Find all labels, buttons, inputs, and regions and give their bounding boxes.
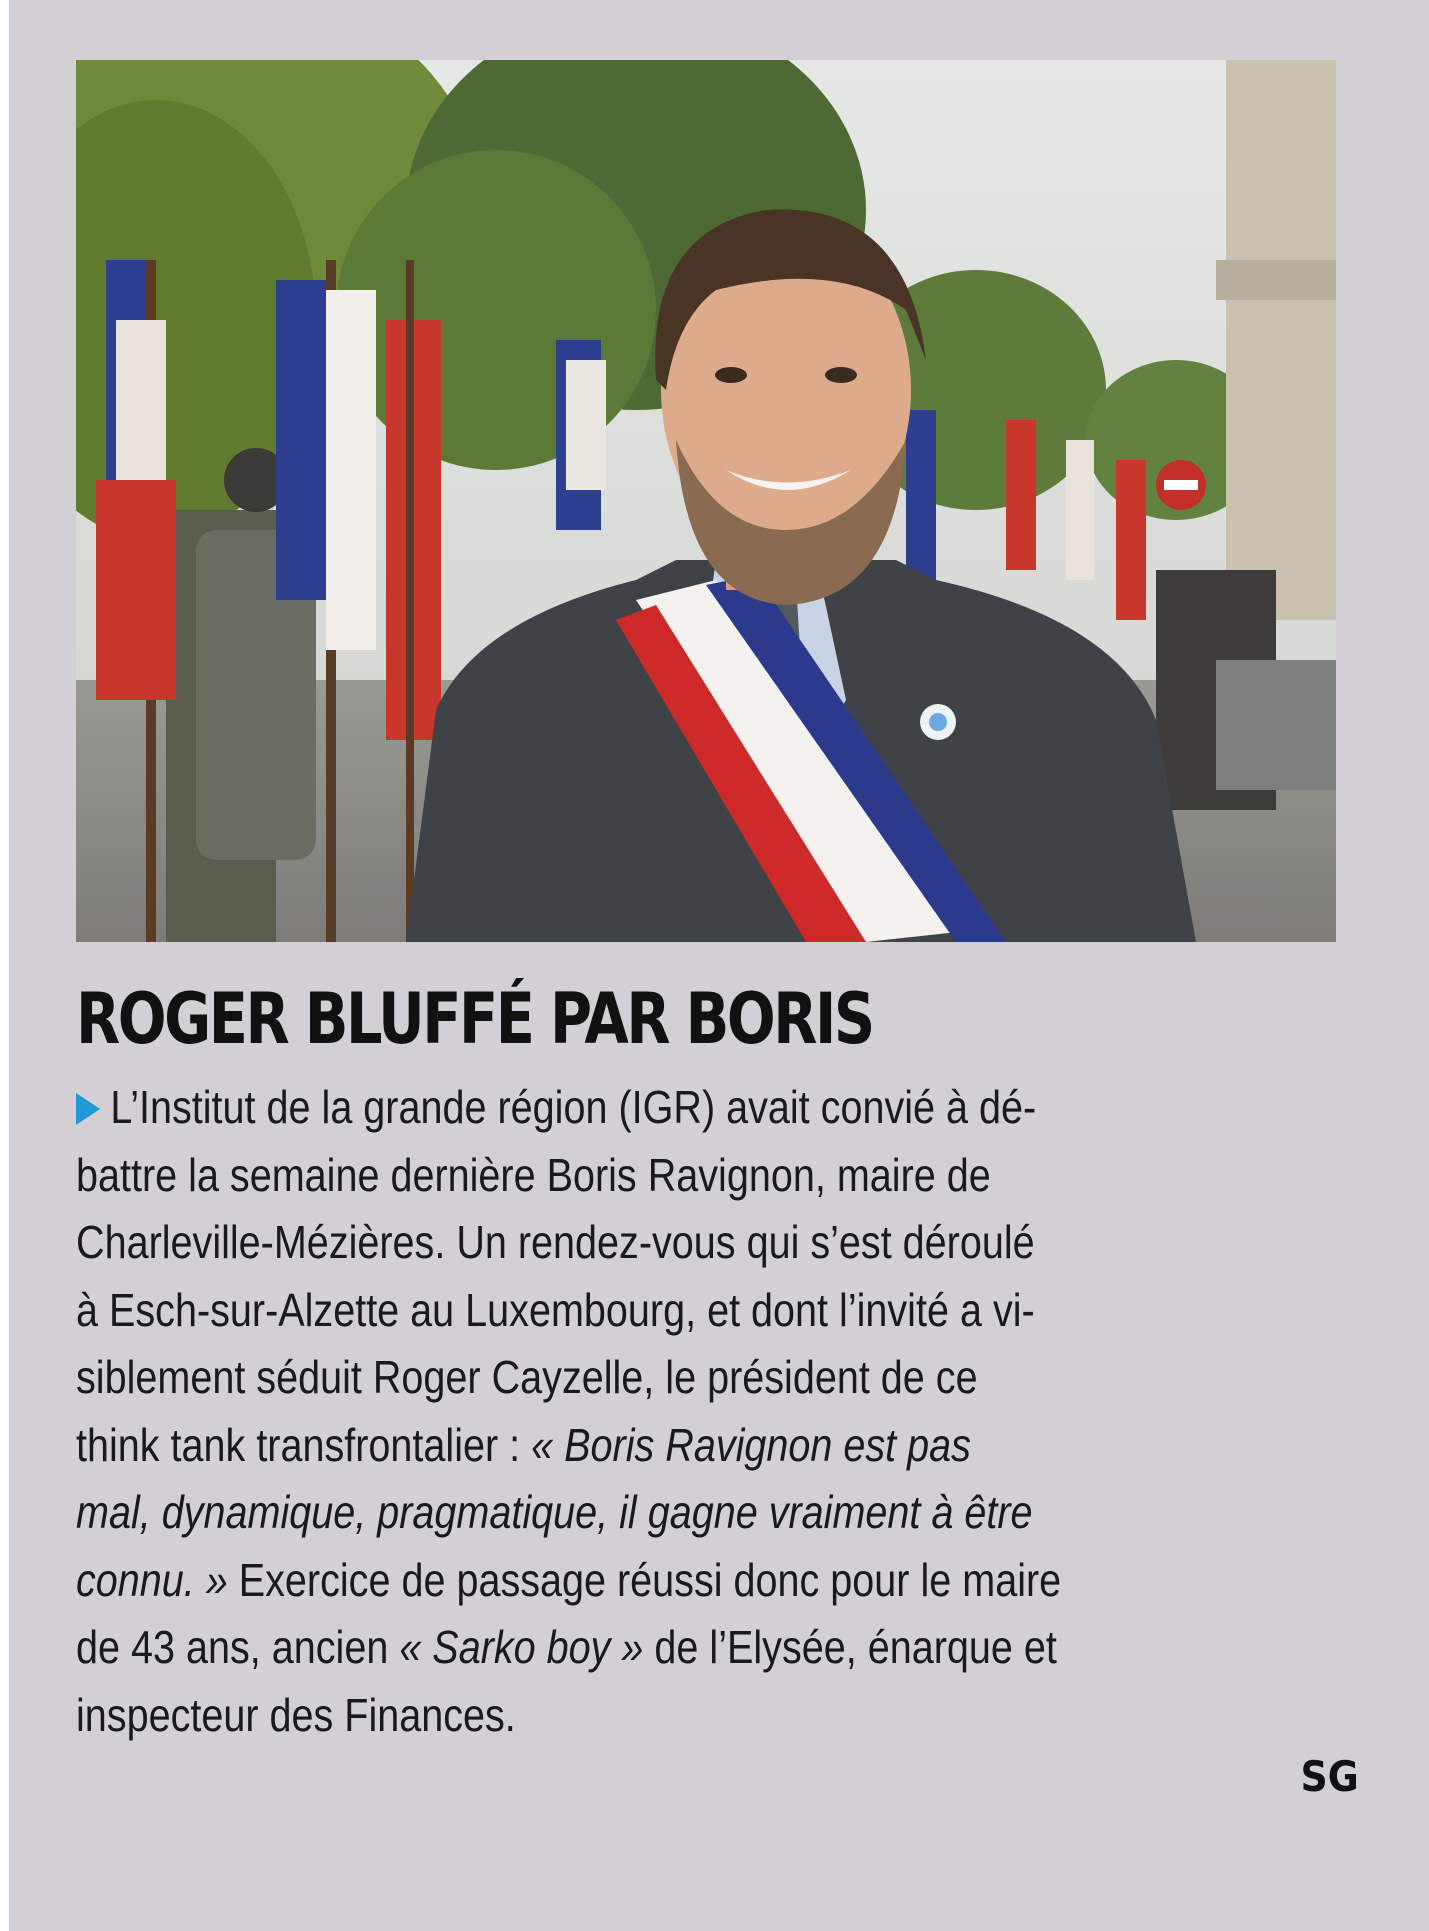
body-line: à Esch-sur-Alzette au Luxembourg, et dont l’invité a vi- — [76, 1283, 1035, 1336]
quote-text: connu. » — [76, 1553, 228, 1606]
body-line: siblement séduit Roger Cayzelle, le président de ce — [76, 1351, 978, 1403]
body-line: battre la semaine dernière Boris Ravignon, maire de — [76, 1148, 991, 1201]
body-line: Charleville-Mézières. Un rendez-vous qui s’est déroulé — [76, 1216, 1035, 1268]
article-photo — [76, 60, 1336, 942]
body-line: inspecteur des Finances. — [76, 1688, 516, 1741]
quote-text: « Boris Ravignon est pas — [531, 1418, 971, 1471]
bullet-arrow-icon — [76, 1093, 100, 1125]
body-line: connu. » Exercice de passage réussi donc pour le maire — [76, 1553, 1062, 1606]
body-line — [76, 1479, 1185, 1547]
author-signature: SG — [1300, 1752, 1359, 1801]
body-line: think tank transfrontalier : « Boris Ravignon est pas — [76, 1418, 971, 1471]
page-edge — [0, 0, 9, 1931]
quote-text: mal, dynamique, pragmatique, il gagne vraiment à être — [76, 1486, 1033, 1538]
headline: ROGER BLUFFÉ PAR BORIS — [76, 978, 873, 1060]
quote-text: « Sarko boy » — [399, 1621, 644, 1673]
body-line: L’Institut de la grande région (IGR) avait convié à dé- — [76, 1074, 1185, 1142]
article-body — [76, 1074, 1366, 1749]
mayor-photo-illustration — [76, 60, 1336, 942]
body-line: de 43 ans, ancien « Sarko boy » de l’Elysée, énarque et — [76, 1621, 1057, 1673]
